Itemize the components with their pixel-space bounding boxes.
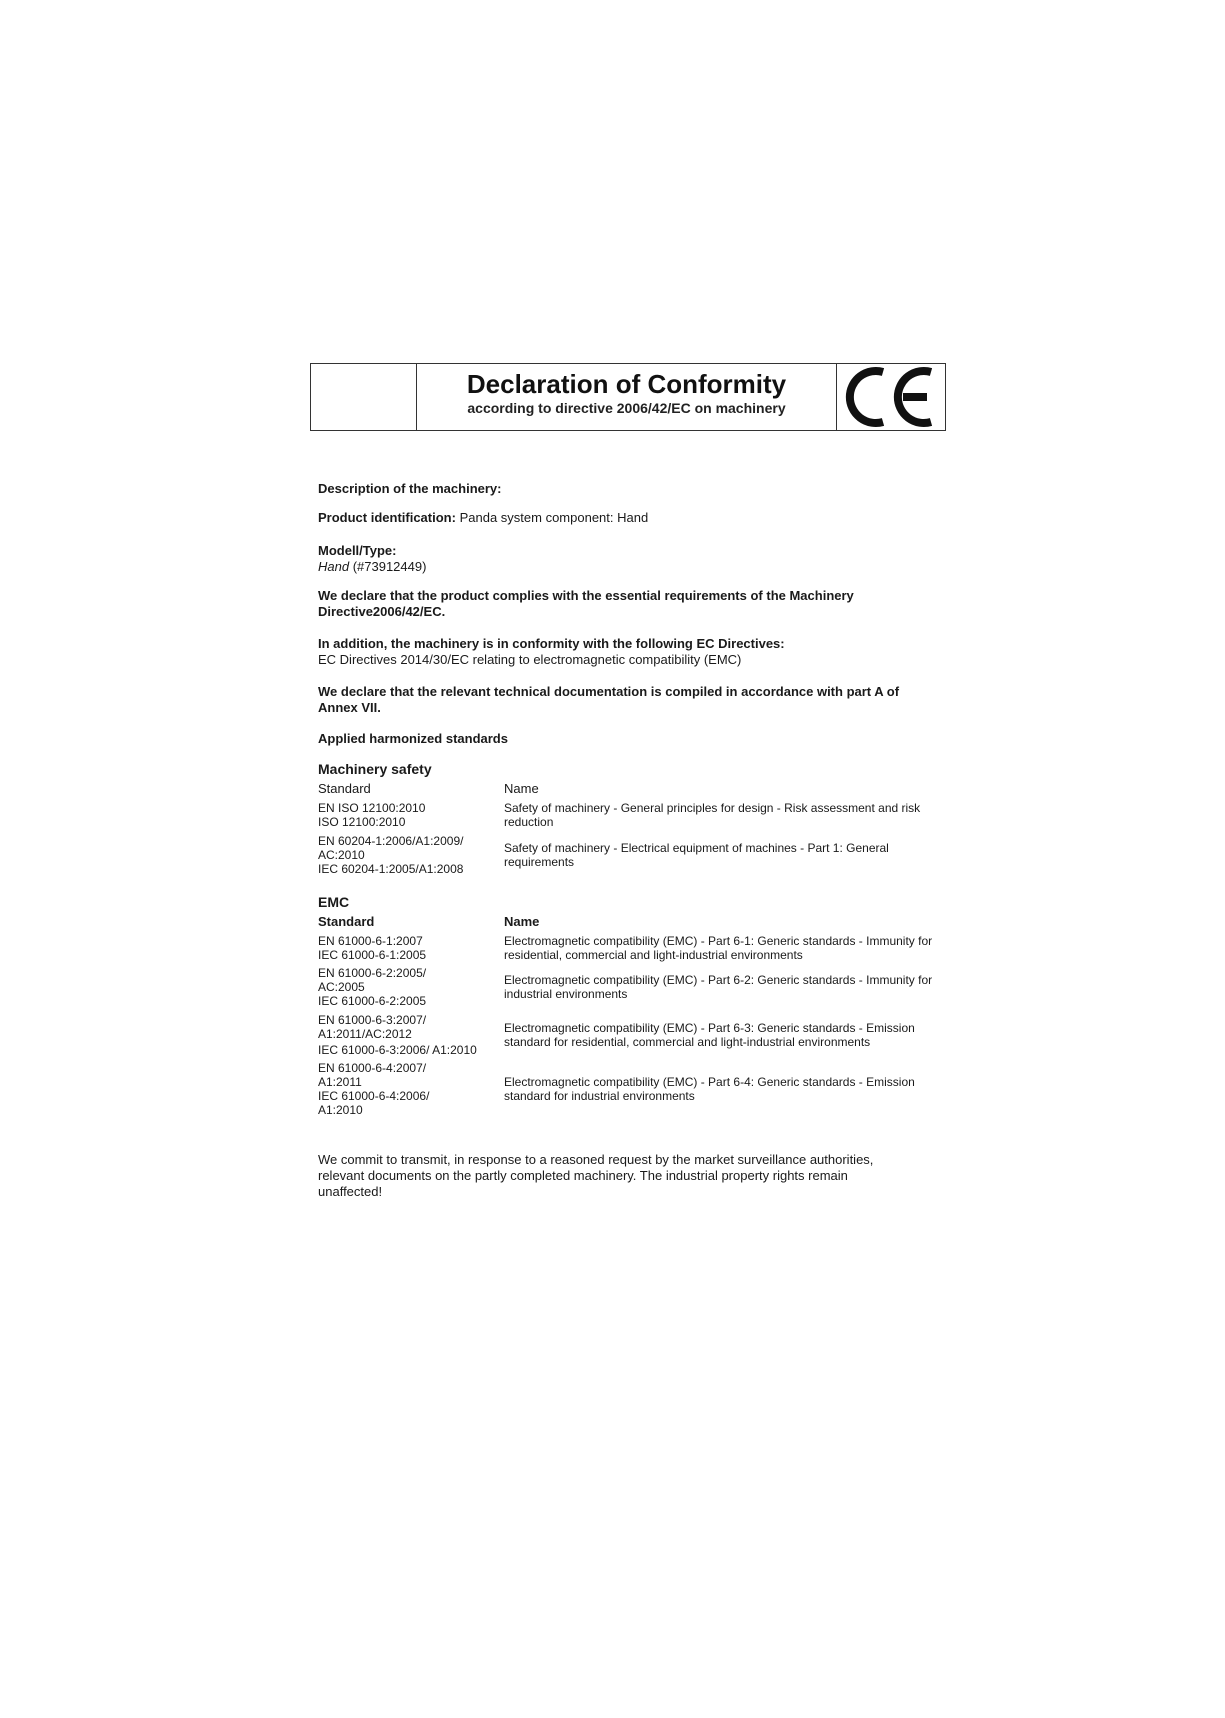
emc-row3-standard-1: EN 61000-6-3:2007/ bbox=[318, 1013, 427, 1027]
emc-heading: EMC bbox=[318, 894, 350, 910]
emc-row1-name-1: Electromagnetic compatibility (EMC) - Part 6-1: Generic standards - Immunity for bbox=[504, 934, 933, 948]
emc-row4-standard-3: IEC 61000-6-4:2006/ bbox=[318, 1089, 430, 1103]
ms-row2-standard-2: AC:2010 bbox=[318, 848, 365, 862]
emc-row2-standard-2: AC:2005 bbox=[318, 980, 365, 994]
header-title-cell bbox=[417, 364, 837, 430]
declaration1-line1: We declare that the product complies with the essential requirements of the Machinery bbox=[318, 588, 854, 603]
commitment-line2: relevant documents on the partly completed machinery. The industrial property rights remain bbox=[318, 1168, 848, 1183]
emc-row4-standard-4: A1:2010 bbox=[318, 1103, 363, 1117]
emc-row3-standard-3: IEC 61000-6-3:2006/ A1:2010 bbox=[318, 1043, 477, 1057]
product-value: Panda system component: Hand bbox=[459, 510, 649, 525]
commitment-line1: We commit to transmit, in response to a reasoned request by the market surveillance authorities, bbox=[318, 1152, 874, 1167]
emc-row4-name-1: Electromagnetic compatibility (EMC) - Part 6-4: Generic standards - Emission bbox=[504, 1075, 915, 1089]
emc-row4-standard-2: A1:2011 bbox=[318, 1075, 362, 1089]
emc-row2-name-2: industrial environments bbox=[504, 987, 628, 1001]
ms-row2-standard-1: EN 60204-1:2006/A1:2009/ bbox=[318, 834, 464, 848]
emc-row3-name-2: standard for residential, commercial and light-industrial environments bbox=[504, 1035, 871, 1049]
ms-row2-name-2: requirements bbox=[504, 855, 575, 869]
model-label: Modell/Type: bbox=[318, 543, 397, 558]
emc-row1-name-2: residential, commercial and light-industrial environments bbox=[504, 948, 803, 962]
ms-row2-name-1: Safety of machinery - Electrical equipment of machines - Part 1: General bbox=[504, 841, 889, 855]
emc-row4-name-2: standard for industrial environments bbox=[504, 1089, 695, 1103]
model-name: Hand bbox=[318, 559, 350, 574]
ms-row1-standard-1: EN ISO 12100:2010 bbox=[318, 801, 426, 815]
ms-col-name: Name bbox=[504, 781, 539, 796]
emc-row3-standard-2: A1:2011/AC:2012 bbox=[318, 1027, 412, 1041]
header-logo-cell bbox=[311, 364, 417, 430]
declaration2-line2: Annex VII. bbox=[318, 700, 381, 715]
product-identification bbox=[318, 510, 648, 526]
machinery-safety-heading: Machinery safety bbox=[318, 761, 432, 777]
ce-mark-cell bbox=[837, 364, 945, 430]
ms-row1-standard-2: ISO 12100:2010 bbox=[318, 815, 406, 829]
applied-standards-label: Applied harmonized standards bbox=[318, 731, 508, 746]
emc-row3-name-1: Electromagnetic compatibility (EMC) - Part 6-3: Generic standards - Emission bbox=[504, 1021, 915, 1035]
emc-row4-standard-1: EN 61000-6-4:2007/ bbox=[318, 1061, 427, 1075]
declaration2-line1: We declare that the relevant technical documentation is compiled in accordance with part A of bbox=[318, 684, 900, 699]
emc-row1-standard-2: IEC 61000-6-1:2005 bbox=[318, 948, 427, 962]
description-label: Description of the machinery: bbox=[318, 481, 502, 496]
ms-row1-name-1: Safety of machinery - General principles for design - Risk assessment and risk bbox=[504, 801, 921, 815]
directives-heading: In addition, the machinery is in conformity with the following EC Directives: bbox=[318, 636, 785, 651]
directives-item: EC Directives 2014/30/EC relating to electromagnetic compatibility (EMC) bbox=[318, 652, 742, 667]
header-box bbox=[310, 363, 946, 431]
emc-col-standard: Standard bbox=[318, 914, 375, 929]
emc-col-name: Name bbox=[504, 914, 540, 929]
model-number: (#73912449) bbox=[352, 559, 427, 574]
emc-row2-name-1: Electromagnetic compatibility (EMC) - Part 6-2: Generic standards - Immunity for bbox=[504, 973, 933, 987]
ce-mark-icon bbox=[843, 366, 941, 428]
page-subtitle: according to directive 2006/42/EC on machinery bbox=[467, 400, 786, 416]
declaration1-line2: Directive2006/42/EC. bbox=[318, 604, 446, 619]
page-title: Declaration of Conformity bbox=[466, 369, 787, 399]
emc-row2-standard-1: EN 61000-6-2:2005/ bbox=[318, 966, 427, 980]
ms-row1-name-2: reduction bbox=[504, 815, 554, 829]
model-value bbox=[318, 559, 426, 575]
ms-row2-standard-3: IEC 60204-1:2005/A1:2008 bbox=[318, 862, 464, 876]
commitment-line3: unaffected! bbox=[318, 1184, 383, 1199]
emc-row1-standard-1: EN 61000-6-1:2007 bbox=[318, 934, 423, 948]
emc-row2-standard-3: IEC 61000-6-2:2005 bbox=[318, 994, 427, 1008]
product-label: Product identification: bbox=[318, 510, 456, 525]
ms-col-standard: Standard bbox=[318, 781, 371, 796]
